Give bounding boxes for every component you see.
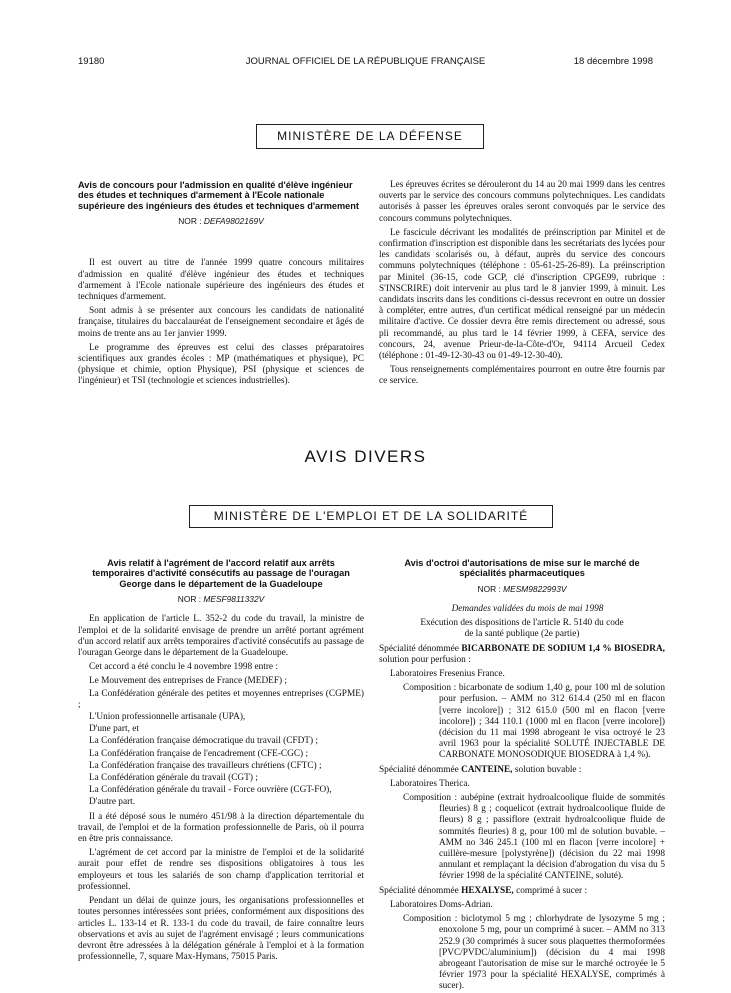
specialite-name: HEXALYSE, <box>461 885 514 896</box>
party-line: D'une part, et <box>89 724 139 735</box>
article-emploi-title: Avis relatif à l'agrément de l'accord relatif aux arrêts temporaires d'activité consécutifs au passage de l'ouragan George dans le département de la Guadeloupe <box>92 558 350 589</box>
specialite-heading: Spécialité dénommée CANTEINE, solution buvable : <box>379 764 582 775</box>
party-line: La Confédération générale des petites et moyennes entreprises (CGPME) ; <box>78 688 364 710</box>
party-line: Le Mouvement des entreprises de France (MEDEF) ; <box>89 676 288 687</box>
article-defense-left-column <box>78 180 364 387</box>
paragraph: Le fascicule décrivant les modalités de préinscription par Minitel et de confirmation d'inscription est disponible dans les secrétariats des lycées pour les candidats scolarisés ou, à défaut, auprès du service des concours communs polytechniques (téléphone : 05-61-25-26-89). La préinscription par Minitel (36-15, code GCP, clé d'inscription CPGE99, rubrique : S'INSCRIRE) doit intervenir au plus tard le 8 janvier 1999, à minuit. Les candidats inscrits dans les conditions ci-dessus recevront en outre un dossier à compléter, entre autres, d'un certificat médical renseigné par un médecin militaire d'active. Ce dossier devra être remis directement ou adressé, sous pli recommandé, au plus tard le 14 février 1999, à CEFA, service des concours, 24, avenue Prieur-de-la-Côte-d'Or, 94114 Arcueil Cedex (téléphone : 01-49-12-30-43 ou 01-49-12-30-40). <box>379 227 665 362</box>
article-emploi-column <box>78 558 364 978</box>
laboratoire: Laboratoires Doms-Adrian. <box>390 899 493 910</box>
paragraph: Pendant un délai de quinze jours, les organisations professionnelles et toutes personnes intéressées sont priées, conformément aux dispositions des articles L. 133-14 et R. 133-1 du code du travail, de faire connaître leurs observations et avis au sujet de l'agrément envisagé ; leurs communications devront être adressées à la délégation générale à l'emploi et à la formation professionnelle, 7, square Max-Hymans, 75015 Paris. <box>78 896 364 963</box>
specialite-heading: Spécialité dénommée HEXALYSE, comprimé à sucer : <box>379 885 588 896</box>
page-number: 19180 <box>78 56 105 67</box>
party-line: La Confédération générale du travail (CGT) ; <box>89 773 258 784</box>
paragraph: Sont admis à se présenter aux concours les candidats de nationalité française, titulaires du baccalauréat de l'enseignement secondaire et âgés de moins de trente ans au 1er janvier 1999. <box>78 306 364 339</box>
paragraph: Le programme des épreuves est celui des classes préparatoires scientifiques aux grandes écoles : MP (mathématiques et physique), PC (physique et chimie, option Physique), PSI (physique et sciences de l'ingénieur) et TSI (technologie et sciences industrielles). <box>78 342 364 387</box>
ministry-emploi-box: MINISTÈRE DE L'EMPLOI ET DE LA SOLIDARITÉ <box>189 505 553 528</box>
article-pharma-nor <box>379 584 665 595</box>
laboratoire: Laboratoires Fresenius France. <box>390 669 505 680</box>
party-line: La Confédération française des travailleurs chrétiens (CFTC) ; <box>89 760 322 771</box>
paragraph: Cet accord a été conclu le 4 novembre 1998 entre : <box>89 662 278 673</box>
article-defense-nor <box>78 216 364 227</box>
party-line: L'Union professionnelle artisanale (UPA), <box>89 712 246 723</box>
paragraph: Tous renseignements complémentaires pourront en outre être fournis par ce service. <box>379 365 665 387</box>
nor-code: MESM9822993V <box>503 583 567 594</box>
nor-label: NOR : <box>177 594 202 605</box>
demandes-heading: Demandes validées du mois de mai 1998 <box>451 604 604 615</box>
article-emploi-nor <box>78 594 364 605</box>
nor-code: MESF9811332V <box>203 594 265 605</box>
specialite-heading: Spécialité dénommée BICARBONATE DE SODIUM 1,4 % BIOSEDRA, solution pour perfusion : <box>379 643 665 665</box>
execution-note: Exécution des dispositions de l'article R. 5140 du code de la santé publique (2e partie) <box>420 618 624 640</box>
laboratoire: Laboratoires Therica. <box>390 778 470 789</box>
nor-label: NOR : <box>178 216 202 227</box>
article-pharma-column <box>379 558 665 992</box>
paragraph: Les épreuves écrites se dérouleront du 14 au 20 mai 1999 dans les centres ouverts par le service des concours communs polytechniques. Les candidats autorisés à passer les épreuves orales seront convoqués par le service des concours communs polytechniques. <box>379 180 665 224</box>
article-defense-title: Avis de concours pour l'admission en qualité d'élève ingénieur des études et techniques d'armement à l'Ecole nationale supérieure des ingénieurs des études et techniques d'armement <box>78 180 359 211</box>
composition: Composition : biclotymol 5 mg ; chlorhydrate de lysozyme 5 mg ; enoxolone 5 mg, pour un comprimé à sucer. – AMM no 313 252.9 (30 comprimés à sucer sous plaquettes thermoformées [PVC/PVDC/aluminium]) (décision du 4 mai 1998 abrogeant l'autorisation de mise sur le marché octroyée le 5 février 1973 pour la spécialité HEXALYSE, comprimés à sucer). <box>403 914 665 992</box>
composition: Composition : bicarbonate de sodium 1,40 g, pour 100 ml de solution pour perfusion. – AMM no 312 614.4 (250 ml en flacon [verre incolore]) ; 312 615.0 (500 ml en flacon [verre incolore]) ; 344 110.1 (1000 ml en flacon [verre incolore]) (décision du 11 mai 1998 abrogeant le visa octroyé le 23 avril 1963 pour la spécialité SOLUTÉ INJECTABLE DE CARBONATE MONOSODIQUE BIOSEDRA à 1,4 %). <box>403 683 665 761</box>
paragraph: L'agrément de cet accord par la ministre de l'emploi et de la solidarité aurait pour effet de rendre ses dispositions obligatoires à tous les employeurs et tous les salariés de son champ d'application territorial et professionnel. <box>78 848 364 892</box>
paragraph: Il est ouvert au titre de l'année 1999 quatre concours militaires d'admission en qualité d'élève ingénieur des études et techniques d'armement à l'Ecole nationale supérieure des ingénieurs des études et techniques d'armement. <box>78 258 364 303</box>
ministry-defense-box: MINISTÈRE DE LA DÉFENSE <box>256 124 484 149</box>
section-title: AVIS DIVERS <box>304 447 427 466</box>
party-line: D'autre part. <box>89 797 136 808</box>
nor-label: NOR : <box>477 583 501 594</box>
specialite-name: BICARBONATE DE SODIUM 1,4 % BIOSEDRA, <box>461 643 665 654</box>
party-line: La Confédération générale du travail - Force ouvrière (CGT-FO), <box>89 785 332 796</box>
paragraph: En application de l'article L. 352-2 du code du travail, la ministre de l'emploi et de la solidarité envisage de prendre un arrêté portant agrément d'un accord relatif aux arrêts temporaires d'activité consécutifs au passage de l'ouragan George dans le département de la Guadeloupe. <box>78 614 364 659</box>
composition: Composition : aubépine (extrait hydroalcoolique fluide de sommités fleuries) 8 g ; coquelicot (extrait hydroalcoolique fluide de fleurs) 8 g ; passiflore (extrait hydroalcoolique fluide de sommités fleuries) 8 g, pour 100 ml de solution buvable. – AMM no 346 245.1 (100 ml en flacon [verre incolore] + cuillère-mesure [polystyrène]) (décision du 22 mai 1998 annulant et remplaçant la décision d'abrogation du visa du 5 février 1998 de la spécialité CANTEINE, soluté). <box>403 793 665 882</box>
party-line: La Confédération française de l'encadrement (CFE-CGC) ; <box>89 748 309 759</box>
party-line: La Confédération française démocratique du travail (CFDT) ; <box>89 736 318 747</box>
nor-code: DEFA9802169V <box>203 216 264 227</box>
article-pharma-title: Avis d'octroi d'autorisations de mise sur le marché de spécialités pharmaceutiques <box>404 558 640 579</box>
issue-date: 18 décembre 1998 <box>573 56 653 67</box>
journal-title: JOURNAL OFFICIEL DE LA RÉPUBLIQUE FRANÇAISE <box>245 56 486 67</box>
paragraph: Il a été déposé sous le numéro 451/98 à la direction départementale du travail, de l'emploi et de la formation professionnelle de Paris, où il pourra en être pris connaissance. <box>78 811 364 845</box>
article-defense-right-column <box>379 180 665 395</box>
specialite-name: CANTEINE, <box>461 764 513 775</box>
